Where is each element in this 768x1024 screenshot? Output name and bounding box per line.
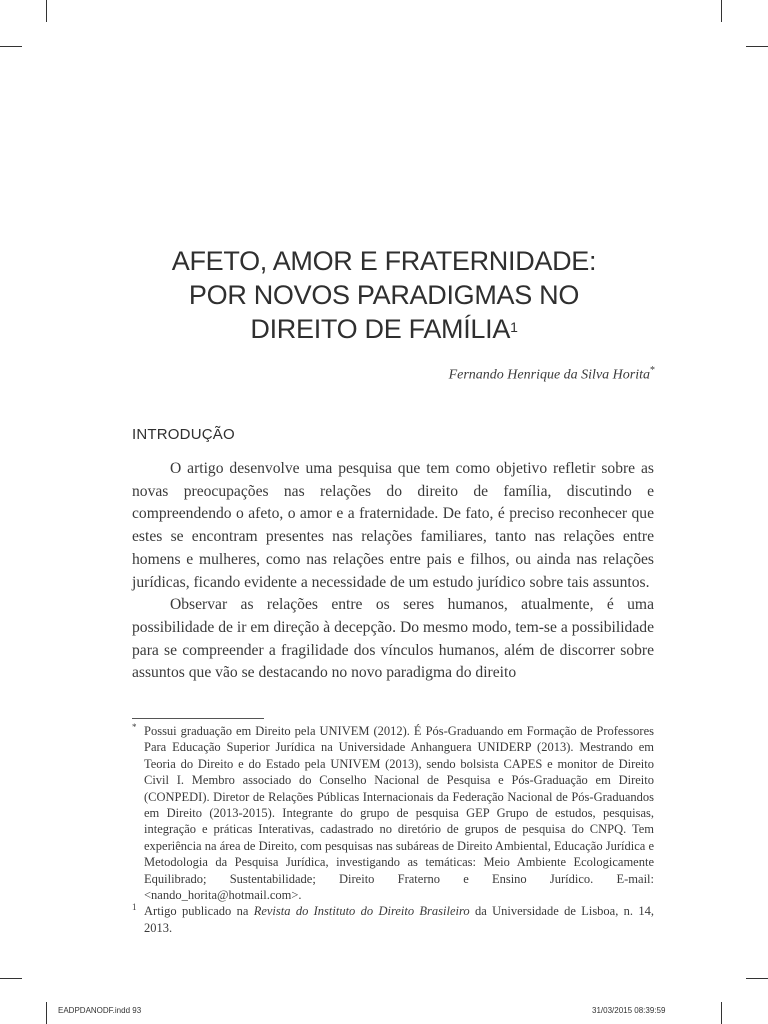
slug-filename: EADPDANODF.indd 93 xyxy=(58,1006,142,1015)
crop-mark-bottom-right-vertical xyxy=(721,1002,722,1024)
crop-mark-bottom-left-horizontal xyxy=(0,978,22,979)
title-line-1: AFETO, AMOR E FRATERNIDADE: xyxy=(171,246,597,276)
footnote-mark: * xyxy=(132,722,137,732)
paragraph-2: Observar as relações entre os seres humanos, atualmente, é uma possibilidade de ir em direção à decepção. Do mesmo modo, tem-se a possibilidade para se compreender a fragilidade dos vínculos humanos, além de discorrer sobre assuntos que vão se destacando no novo paradigma do direito xyxy=(132,596,654,682)
author-footnote-mark: * xyxy=(650,365,655,376)
crop-mark-top-right-vertical xyxy=(721,0,722,22)
footnote-text-before: Artigo publicado na xyxy=(144,904,254,919)
section-heading: INTRODUÇÃO xyxy=(132,426,235,443)
paragraph-1: O artigo desenvolve uma pesquisa que tem como objetivo refletir sobre as novas preocupações nas relações do direito de família, discutindo e compreendendo o afeto, o amor e a fraternidade. De fato, é preciso reconhecer que estes se encontram presentes nas relações familiares, tanto nas relações entre homens e mulheres, como nas relações entre pais e filhos, ou ainda nas relações jurídicas, ficando evidente a necessidade de um estudo jurídico sobre tais assuntos. xyxy=(132,460,654,591)
title-line-3-text: DIREITO DE FAMÍLIA xyxy=(250,314,511,344)
article-title xyxy=(0,244,768,346)
crop-mark-top-right-horizontal xyxy=(746,46,768,47)
footnote-publication xyxy=(132,903,654,936)
title-line-3 xyxy=(0,312,768,346)
crop-mark-top-left-horizontal xyxy=(0,46,22,47)
footnote-journal-title: Revista do Instituto do Direito Brasileiro xyxy=(253,904,470,919)
author-name: Fernando Henrique da Silva Horita xyxy=(448,367,650,383)
author-byline xyxy=(300,365,655,384)
title-footnote-mark: 1 xyxy=(510,319,518,335)
footnote-mark: 1 xyxy=(132,902,137,913)
body-text xyxy=(132,458,654,685)
footnote-text: Possui graduação em Direito pela UNIVEM (2012). É Pós-Graduando em Formação de Professores Para Educação Superior Jurídica na Universidade Anhanguera UNIDERP (2013). Mestrando em Teoria do Direito e do Estado pela UNIVEM (2013), sendo bolsista CAPES e monitor de Direito Civil I. Membro associado do Conselho Nacional de Pesquisa e Pós-Graduação em Direito (CONPEDI). Diretor de Relações Públicas Internacionais da Federação Nacional de Pós-Graduandos em Direito (2013-2015). Integrante do grupo de pesquisa GEP Grupo de estudos, pesquisas, integração e práticas Interativas, cadastrado no diretório de grupos de pesquisa do CNPQ. Tem experiência na área de Direito, com pesquisas nas subáreas de Direito Ambiental, Educação Jurídica e Metodologia da Pesquisa Jurídica, investigando as temáticas: Meio Ambiente Ecologicamente Equilibrado; Sustentabilidade; Direito Fraterno e Ensino Jurídico. E-mail: <nando_horita@hotmail.com>. xyxy=(144,724,654,903)
crop-mark-bottom-left-vertical xyxy=(46,1002,47,1024)
footnote-author xyxy=(132,723,654,903)
footnotes xyxy=(132,723,654,936)
crop-mark-bottom-right-horizontal xyxy=(746,978,768,979)
crop-mark-top-left-vertical xyxy=(46,0,47,22)
slug-timestamp: 31/03/2015 08:39:59 xyxy=(592,1006,666,1015)
title-line-2: POR NOVOS PARADIGMAS NO xyxy=(188,280,580,310)
footnote-separator xyxy=(132,718,264,719)
footnote-text-after: da Universidade de Lisboa, n. 14, 2013. xyxy=(144,904,655,935)
